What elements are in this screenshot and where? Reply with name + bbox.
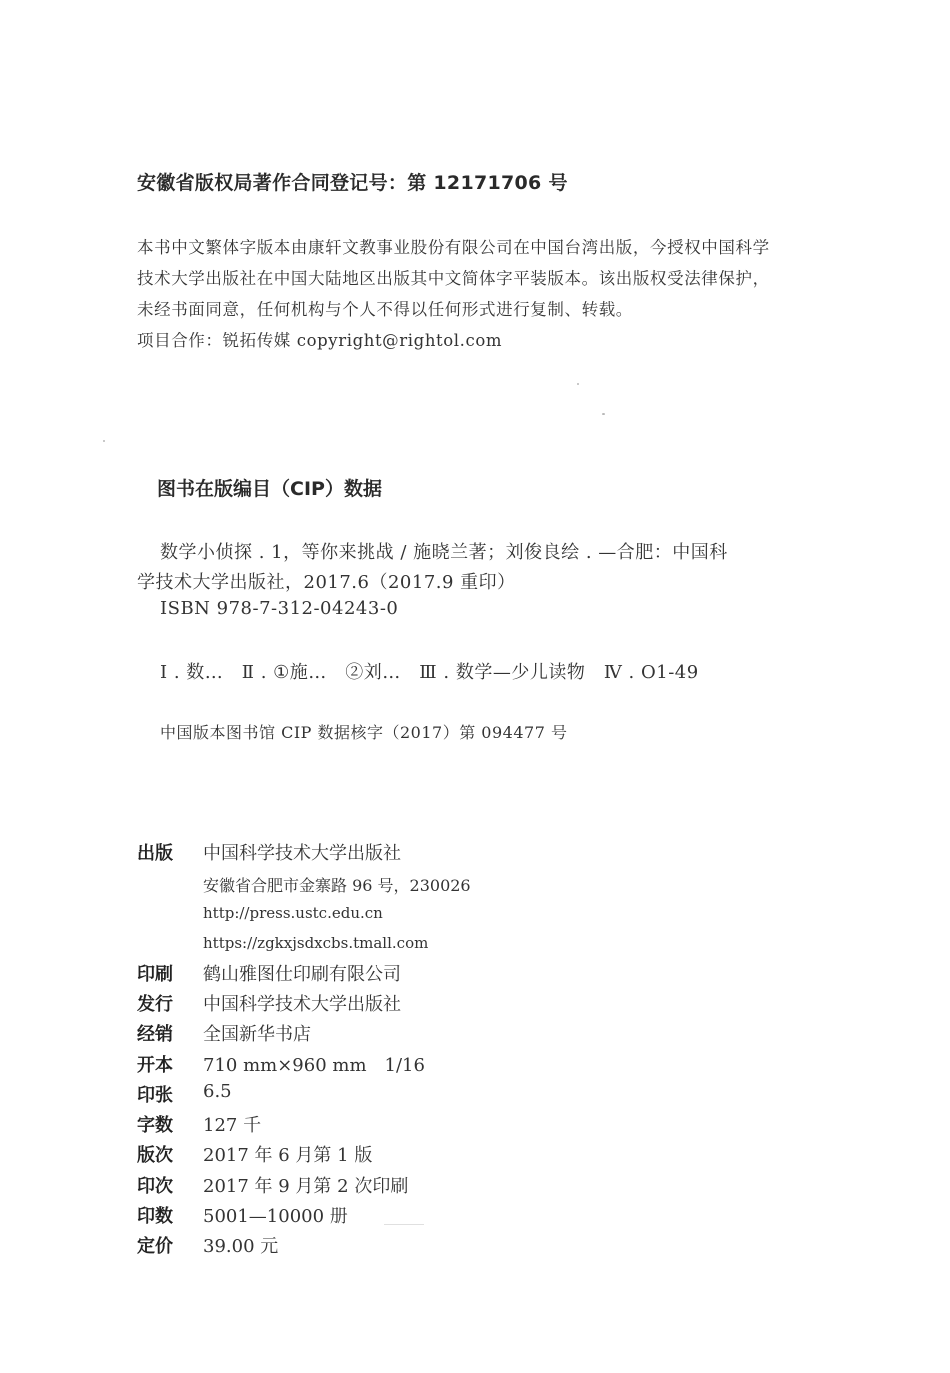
cip-verification: 中国版本图书馆 CIP 数据核字（2017）第 094477 号 <box>160 723 568 742</box>
license-notice-line-3: 未经书面同意，任何机构与个人不得以任何形式进行复制、转载。 <box>137 300 633 319</box>
cip-classification: Ⅰ . 数… Ⅱ . ①施… ②刘… Ⅲ . 数学—少儿读物 Ⅳ . O1-49 <box>160 662 699 683</box>
copyright-registration: 安徽省版权局著作合同登记号：第 12171706 号 <box>137 172 568 194</box>
sheets-value: 6.5 <box>203 1081 232 1102</box>
license-notice-line-1: 本书中文繁体字版本由康轩文教事业股份有限公司在中国台湾出版，今授权中国科学 <box>137 238 770 257</box>
printer-value: 鹤山雅图仕印刷有限公司 <box>203 964 401 985</box>
print-run-label: 印数 <box>137 1206 173 1227</box>
project-cooperation: 项目合作：锐拓传媒 copyright@rightol.com <box>137 331 503 350</box>
printing-value: 2017 年 9 月第 2 次印刷 <box>203 1176 409 1197</box>
format-value: 710 mm×960 mm 1/16 <box>203 1055 425 1076</box>
cip-record-line-2: 学技术大学出版社，2017.6（2017.9 重印） <box>137 572 516 593</box>
cip-record-line-1: 数学小侦探 . 1，等你来挑战 / 施晓兰著；刘俊良绘 . —合肥：中国科 <box>160 542 728 563</box>
publisher-website-2: https://zgkxjsdxcbs.tmall.com <box>203 934 429 952</box>
word-count-value: 127 千 <box>203 1115 262 1136</box>
print-run-value: 5001—10000 册 <box>203 1206 348 1227</box>
printer-label: 印刷 <box>137 964 173 985</box>
printing-label: 印次 <box>137 1176 173 1197</box>
seller-label: 经销 <box>137 1024 173 1045</box>
scan-speck <box>103 440 105 442</box>
scan-smudge <box>384 1224 424 1225</box>
price-value: 39.00 元 <box>203 1236 279 1257</box>
scan-speck <box>602 413 605 415</box>
word-count-label: 字数 <box>137 1115 173 1136</box>
cip-heading: 图书在版编目（CIP）数据 <box>157 478 382 500</box>
format-label: 开本 <box>137 1055 173 1076</box>
edition-value: 2017 年 6 月第 1 版 <box>203 1145 373 1166</box>
publisher-label: 出版 <box>137 843 173 864</box>
scan-speck <box>577 383 579 385</box>
distributor-value: 中国科学技术大学出版社 <box>203 994 401 1015</box>
cip-isbn: ISBN 978-7-312-04243-0 <box>160 598 399 619</box>
publisher-website-1: http://press.ustc.edu.cn <box>203 904 383 922</box>
publisher-address: 安徽省合肥市金寨路 96 号，230026 <box>203 876 471 895</box>
seller-value: 全国新华书店 <box>203 1024 311 1045</box>
distributor-label: 发行 <box>137 994 173 1015</box>
edition-label: 版次 <box>137 1145 173 1166</box>
publisher-value: 中国科学技术大学出版社 <box>203 843 401 864</box>
price-label: 定价 <box>137 1236 173 1257</box>
sheets-label: 印张 <box>137 1085 173 1106</box>
license-notice-line-2: 技术大学出版社在中国大陆地区出版其中文简体字平装版本。该出版权受法律保护， <box>137 269 770 288</box>
